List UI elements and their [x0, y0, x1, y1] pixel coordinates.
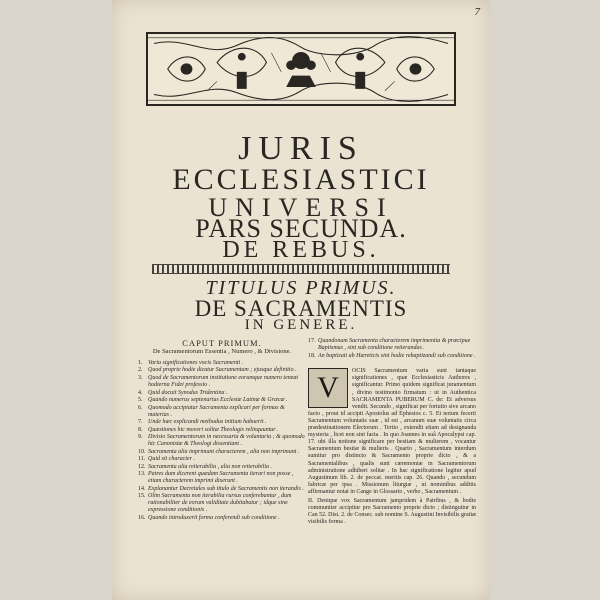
title-juris: JURIS — [238, 130, 364, 167]
decorative-headpiece — [146, 32, 456, 106]
list-item: 16. Quando introduxerit forma conferendi sub conditione . — [138, 514, 280, 521]
list-item: 2. Quod proprie hodie dicatur Sacramentum ; ejusque definitio . — [138, 367, 297, 374]
section-one — [308, 368, 476, 496]
summary-list-left — [138, 360, 306, 522]
list-item: 14. Explanantur Decretales sub titulo de Sacramentis non iterandis . — [138, 485, 304, 492]
title-pars-secunda: PARS SECUNDA. — [195, 214, 407, 243]
list-item: 11. Quid sit character . — [138, 456, 195, 463]
title-de-rebus: DE REBUS. — [222, 237, 380, 263]
paragraph-two: II. Denique vox Sacramentum jampridem à Patribus , & hodie communiter accipitur pro Sacramento proprie dicto ; distinguitur in Can 52. Dist. 2. de Consec. sub nomine S. Augustini Invisibilis gratiæ visibilis forma . — [308, 497, 476, 526]
ornamental-rule — [152, 264, 450, 274]
ornament-engraving — [148, 34, 454, 104]
chapter-heading: CAPUT PRIMUM. — [182, 338, 262, 348]
list-item: 5. Quando numerus septenarius Ecclesiæ Latinæ & Græcæ . — [138, 397, 288, 404]
drop-cap-letter: V — [308, 368, 348, 408]
title-universi: UNIVERSI — [208, 193, 394, 222]
summary-list-right — [308, 338, 476, 360]
paragraph-one: OCIS Sacramentum varia sunt tantaque significationes , quæ Ecclesiasticis Authores , significantur. Primo quidem significat juramentum , divino testimonio firmatum : ut in Authentica SACRAMENTA PUBERUM C. de: Et adversus vendit. Secundo , significat per fortuito sive arcano facto , prout id accipit Apostolus ad Ephesios c. 5. Et notum fecerit Sacramentum voluntatis suæ , id est , arcanum suæ voluntatis circa prædestinationem Electorum . Tertio , extendit etiam ad designanda mysteria , licet non sint facta . In quo Joannes in suâ Apocalypsi cap. 17. ubi illa notione significare per bestiam & mulierem , vocantur Sacramentum bestiæ & mulieris . Quarto , Sacramentum interdum sumitur pro distincto & Sacramento proprie dicto , & a Sacramentalibus , qualis sunt cæremoniæ in Sacramentorum administratione adhiberi solitæ . In hac significatione legitur apud Augustinum lib. 2. de peccat. meritis cap. 26. Quando , secundum fabricæ per ipsa . Missionum liturgiæ , ut nominibus additis affirmantur notat in Cange in Glossario , verbo , Sacramentum . — [308, 368, 476, 495]
list-item: 4. Quid docuit Synodus Tridentina . — [138, 389, 228, 396]
right-column — [308, 338, 476, 526]
list-item: 10. Sacramenta alia imprimunt characterem , alia non imprimunt . — [138, 448, 300, 455]
list-item: 15. Olim Sacramenta non iterabilia rursus conferebantur , dum rationabiliter de eorum validitate dubitabatur ; idque sine expressione conditionis . — [138, 493, 292, 514]
list-item: 9. Divisio Sacramentorum in necessaria & voluntaria ; & quomodo hic Canonistæ & Theologi dissentiant . — [138, 434, 305, 448]
book-page — [112, 0, 490, 600]
title-titulus-primus: TITULUS PRIMUS. — [205, 277, 397, 299]
title-in-genere: IN GENERE. — [244, 317, 358, 333]
title-ecclesiastici: ECCLESIASTICI — [172, 163, 430, 196]
list-item: 6. Quomodo accipiatur Sacramenta explicari per formas & materias . — [138, 404, 285, 418]
left-column — [138, 338, 306, 522]
list-item: 13. Patres dum dicerent quædam Sacramenta iterari non posse , etiam characterem imprimi dixerunt . — [138, 471, 294, 485]
list-item: 18. An baptizati ab Hæreticis sint hodie rebaptizandi sub conditione . — [308, 353, 476, 360]
list-item: 17. Quandonam Sacramenta characterem imprimentia & præcipue Baptismus , sint sub conditione reiterandas . — [308, 338, 471, 352]
title-de-sacramentis: DE SACRAMENTIS — [194, 296, 408, 321]
chapter-subtitle: De Sacramentorum Essentia , Numero , & Divisione. — [152, 348, 292, 355]
list-item: 8. Quæstiones hic moveri solitæ Theologis relinquuntur . — [138, 426, 279, 433]
list-item: 3. Quod de Sacramentorum institutione eorumque numero teneat hodierna Fidei professio . — [138, 374, 299, 389]
page-number: 7 — [474, 6, 480, 18]
list-item: 1. Varia significationes vocis Sacramenti . — [138, 360, 244, 366]
list-item: 7. Unde hæc explicandi methodus initium habuerit . — [138, 419, 267, 426]
list-item: 12. Sacramenta alia reiterabilia , alia non reiterabilia . — [138, 463, 273, 470]
